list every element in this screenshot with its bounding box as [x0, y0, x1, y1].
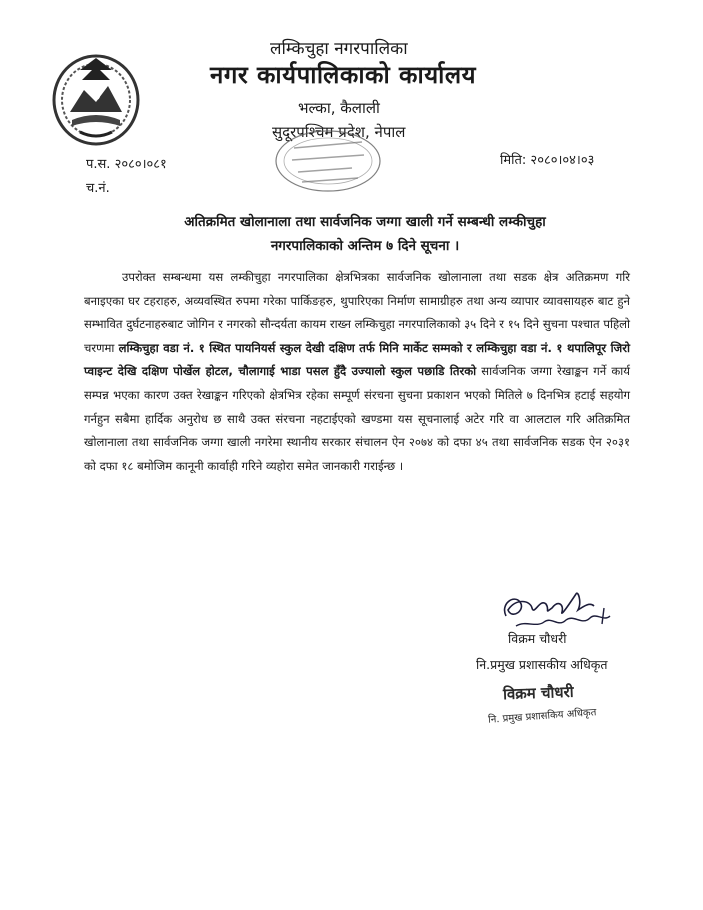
- notice-body: [84, 266, 630, 478]
- body-text-part-1: उपरोक्त सम्बन्धमा यस लम्कीचुहा नगरपालिका क्षेत्रभित्रका सार्वजनिक खोलानाला तथा सडक क्षेत्र अतिक्रमण गरि बनाइएका घर टहराहरु, अव्यवस्थित रुपमा गरेका पार्किङहरु, थुपारिएका निर्माण सामाग्रीहरु तथा अन्य व्यापार व्यावसायहरु बाट हुने सम्भावित दुर्घटनाहरुबाट जोगिन र नगरको सौन्दर्यता कायम राख्न लम्किचुहा नगरपालिकाको ३५ दिने र १५ दिने सुचना पश्चात पहिलो चरणमा: [84, 270, 630, 355]
- office-title: नगर कार्यपालिकाको कार्यालय: [210, 61, 477, 89]
- signer-title: नि.प्रमुख प्रशासकीय अधिकृत: [476, 657, 608, 672]
- office-location: भल्का, कैलाली: [298, 99, 380, 117]
- office-province: सुदूरपश्चिम प्रदेश, नेपाल: [272, 123, 406, 141]
- handwritten-signature: [486, 580, 626, 636]
- office-name: लम्किचुहा नगरपालिका: [270, 39, 408, 59]
- body-text-part-2: सार्वजनिक जग्गा रेखाङ्कन गर्ने कार्य सम्पन्न भएका कारण उक्त रेखाङ्कन गरिएको क्षेत्रभित्र रहेका सम्पूर्ण संरचना सुचना प्रकाशन भएको मितिले ७ दिनभित्र हटाई सहयोग गर्नहुन सबैमा हार्दिक अनुरोध छ साथै उक्त संरचना नहटाईएको खण्डमा यस सूचनालाई अटेर गरि वा आलटाल गरि अतिक्रमित खोलानाला तथा सार्वजनिक जग्गा खाली नगरेमा स्थानीय सरकार संचालन ऐन २०७४ को दफा ४५ तथा सार्वजनिक सडक ऐन २०३१ को दफा १८ बमोजिम कानूनी कार्वाही गरिने व्यहोरा समेत जानकारी गराईन्छ ।: [84, 364, 630, 473]
- subject-line-2: नगरपालिकाको अन्तिम ७ दिने सूचना ।: [270, 238, 460, 254]
- body-text-bold: लम्किचुहा वडा नं. १ स्थित पायनियर्स स्कुल देखी दक्षिण तर्फ मिनि मार्केट सम्मको र लम्किचुहा वडा नं. १ थपालिपूर जिरो प्वाइन्ट देखि दक्षिण पोर्खेल होटल, चौलागाई भाडा पसल हुँदै उज्यालो स्कुल पछाडि तिरको: [84, 340, 630, 379]
- reference-number: प.स. २०८०।०८१: [86, 157, 167, 172]
- subject-line-1: अतिक्रमित खोलानाला तथा सार्वजनिक जग्गा खाली गर्ने सम्बन्धी लम्कीचुहा: [184, 214, 546, 230]
- office-seal-stamp: [272, 128, 384, 194]
- name-stamp-name: विक्रम चौधरी: [502, 682, 574, 704]
- signer-name: विक्रम चौधरी: [508, 631, 567, 646]
- nepal-emblem-icon: [50, 50, 142, 148]
- notice-date: मिति: २०८०।०४।०३: [500, 153, 595, 168]
- name-stamp-title: नि. प्रमुख प्रशासकिय अधिकृत: [487, 707, 597, 726]
- dispatch-number: च.नं.: [86, 181, 110, 196]
